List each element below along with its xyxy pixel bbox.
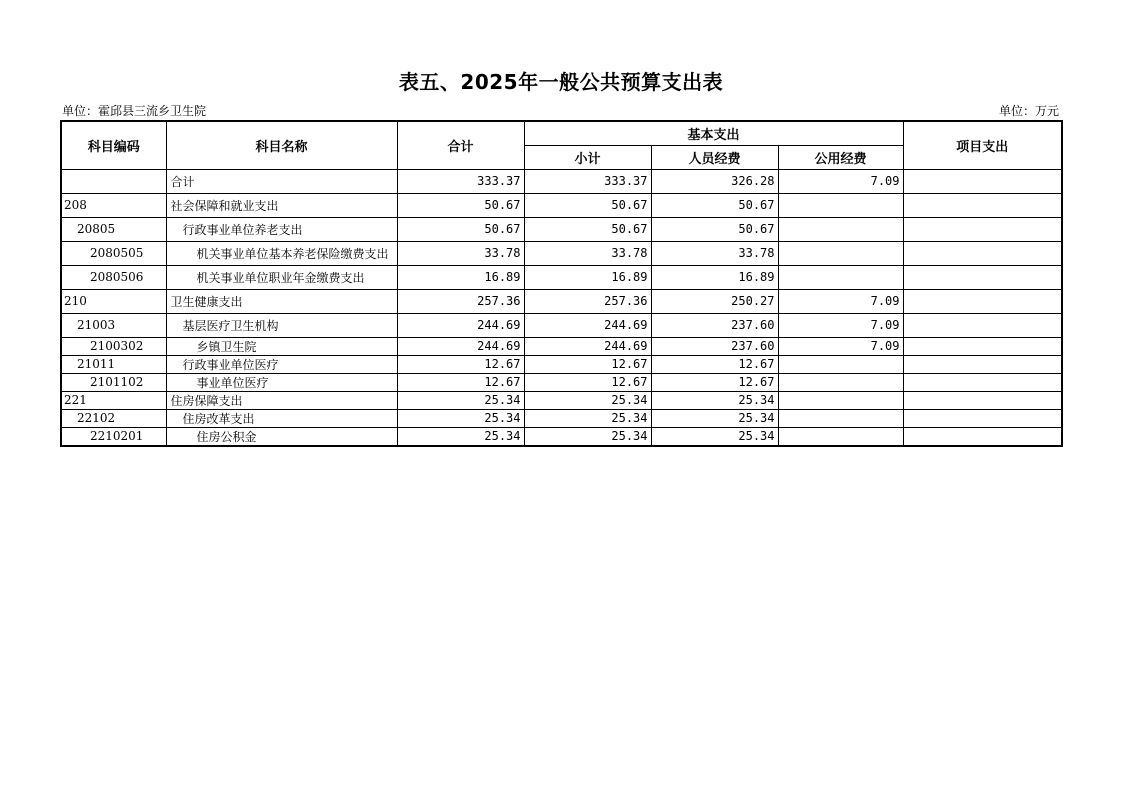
cell-total: 25.34 xyxy=(397,409,524,427)
cell-code: 210 xyxy=(61,289,166,313)
unit-currency: 单位：万元 xyxy=(998,104,1059,118)
cell-public xyxy=(778,409,903,427)
cell-code: 2210201 xyxy=(61,427,166,446)
cell-subtotal: 25.34 xyxy=(524,391,651,409)
cell-subtotal: 257.36 xyxy=(524,289,651,313)
cell-code: 21003 xyxy=(61,313,166,337)
cell-name: 行政事业单位医疗 xyxy=(166,355,397,373)
table-row xyxy=(61,217,1062,241)
cell-name: 乡镇卫生院 xyxy=(166,337,397,355)
cell-subtotal: 12.67 xyxy=(524,373,651,391)
cell-code: 221 xyxy=(61,391,166,409)
cell-code: 2080505 xyxy=(61,241,166,265)
cell-project xyxy=(903,217,1062,241)
unit-organization: 单位：霍邱县三流乡卫生院 xyxy=(62,104,207,118)
cell-personnel: 25.34 xyxy=(651,391,778,409)
cell-code xyxy=(61,169,166,193)
cell-personnel: 237.60 xyxy=(651,337,778,355)
cell-project xyxy=(903,313,1062,337)
header-personnel: 人员经费 xyxy=(651,145,778,169)
table-row xyxy=(61,265,1062,289)
cell-project xyxy=(903,337,1062,355)
cell-subtotal: 33.78 xyxy=(524,241,651,265)
cell-project xyxy=(903,391,1062,409)
cell-public xyxy=(778,373,903,391)
cell-public xyxy=(778,193,903,217)
cell-personnel: 12.67 xyxy=(651,355,778,373)
cell-project xyxy=(903,169,1062,193)
table-row xyxy=(61,241,1062,265)
cell-subtotal: 12.67 xyxy=(524,355,651,373)
cell-code: 208 xyxy=(61,193,166,217)
header-basic: 基本支出 xyxy=(524,121,903,145)
cell-total: 257.36 xyxy=(397,289,524,313)
cell-subtotal: 25.34 xyxy=(524,427,651,446)
cell-name: 社会保障和就业支出 xyxy=(166,193,397,217)
cell-subtotal: 244.69 xyxy=(524,313,651,337)
table-body xyxy=(61,169,1062,446)
cell-public xyxy=(778,217,903,241)
cell-personnel: 12.67 xyxy=(651,373,778,391)
cell-public: 7.09 xyxy=(778,289,903,313)
cell-public xyxy=(778,427,903,446)
cell-personnel: 50.67 xyxy=(651,217,778,241)
cell-personnel: 33.78 xyxy=(651,241,778,265)
cell-project xyxy=(903,373,1062,391)
cell-name: 行政事业单位养老支出 xyxy=(166,217,397,241)
cell-total: 244.69 xyxy=(397,313,524,337)
cell-public: 7.09 xyxy=(778,337,903,355)
header-public: 公用经费 xyxy=(778,145,903,169)
cell-name: 住房保障支出 xyxy=(166,391,397,409)
cell-name: 合计 xyxy=(166,169,397,193)
header-code: 科目编码 xyxy=(61,121,166,169)
cell-public: 7.09 xyxy=(778,169,903,193)
cell-name: 基层医疗卫生机构 xyxy=(166,313,397,337)
cell-subtotal: 16.89 xyxy=(524,265,651,289)
table-row xyxy=(61,355,1062,373)
cell-public xyxy=(778,265,903,289)
cell-personnel: 326.28 xyxy=(651,169,778,193)
header-subtotal: 小计 xyxy=(524,145,651,169)
cell-subtotal: 333.37 xyxy=(524,169,651,193)
cell-personnel: 25.34 xyxy=(651,427,778,446)
table-row xyxy=(61,313,1062,337)
table-row xyxy=(61,169,1062,193)
table-row xyxy=(61,427,1062,446)
cell-code: 2080506 xyxy=(61,265,166,289)
cell-total: 16.89 xyxy=(397,265,524,289)
cell-code: 21011 xyxy=(61,355,166,373)
cell-code: 2101102 xyxy=(61,373,166,391)
table-row xyxy=(61,409,1062,427)
page-title: 表五、2025年一般公共预算支出表 xyxy=(398,70,724,94)
cell-total: 25.34 xyxy=(397,391,524,409)
cell-project xyxy=(903,355,1062,373)
cell-subtotal: 50.67 xyxy=(524,217,651,241)
cell-project xyxy=(903,289,1062,313)
table-row xyxy=(61,373,1062,391)
cell-personnel: 16.89 xyxy=(651,265,778,289)
cell-name: 机关事业单位基本养老保险缴费支出 xyxy=(166,241,397,265)
cell-personnel: 25.34 xyxy=(651,409,778,427)
cell-project xyxy=(903,241,1062,265)
table-row xyxy=(61,391,1062,409)
header-name: 科目名称 xyxy=(166,121,397,169)
cell-total: 33.78 xyxy=(397,241,524,265)
cell-name: 卫生健康支出 xyxy=(166,289,397,313)
cell-name: 事业单位医疗 xyxy=(166,373,397,391)
cell-code: 20805 xyxy=(61,217,166,241)
cell-subtotal: 244.69 xyxy=(524,337,651,355)
cell-name: 住房改革支出 xyxy=(166,409,397,427)
cell-total: 50.67 xyxy=(397,193,524,217)
cell-public xyxy=(778,391,903,409)
cell-subtotal: 50.67 xyxy=(524,193,651,217)
cell-name: 住房公积金 xyxy=(166,427,397,446)
cell-total: 12.67 xyxy=(397,373,524,391)
cell-code: 22102 xyxy=(61,409,166,427)
cell-total: 25.34 xyxy=(397,427,524,446)
cell-subtotal: 25.34 xyxy=(524,409,651,427)
cell-project xyxy=(903,265,1062,289)
table-row xyxy=(61,337,1062,355)
cell-personnel: 50.67 xyxy=(651,193,778,217)
cell-personnel: 250.27 xyxy=(651,289,778,313)
cell-project xyxy=(903,427,1062,446)
cell-public: 7.09 xyxy=(778,313,903,337)
cell-total: 50.67 xyxy=(397,217,524,241)
cell-personnel: 237.60 xyxy=(651,313,778,337)
header-project: 项目支出 xyxy=(903,121,1062,169)
cell-total: 333.37 xyxy=(397,169,524,193)
cell-code: 2100302 xyxy=(61,337,166,355)
table-row xyxy=(61,193,1062,217)
cell-project xyxy=(903,409,1062,427)
header-total: 合计 xyxy=(397,121,524,169)
cell-project xyxy=(903,193,1062,217)
budget-table xyxy=(60,120,1063,447)
cell-public xyxy=(778,241,903,265)
cell-total: 244.69 xyxy=(397,337,524,355)
cell-public xyxy=(778,355,903,373)
cell-total: 12.67 xyxy=(397,355,524,373)
table-row xyxy=(61,289,1062,313)
cell-name: 机关事业单位职业年金缴费支出 xyxy=(166,265,397,289)
